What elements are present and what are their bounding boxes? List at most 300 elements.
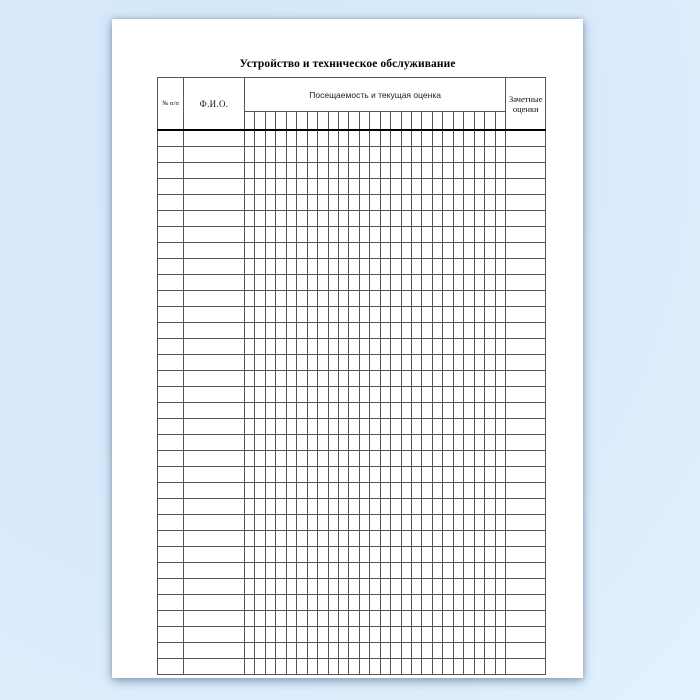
- row-number-cell: [158, 339, 184, 355]
- attendance-mark-cell: [443, 163, 453, 179]
- credit-grade-cell: [506, 403, 546, 419]
- attendance-mark-cell: [474, 339, 484, 355]
- student-name-cell: [184, 595, 245, 611]
- attendance-mark-cell: [443, 419, 453, 435]
- attendance-mark-cell: [359, 387, 369, 403]
- attendance-mark-cell: [485, 291, 495, 307]
- attendance-mark-cell: [474, 627, 484, 643]
- table-row: [158, 259, 546, 275]
- attendance-mark-cell: [318, 435, 328, 451]
- attendance-mark-cell: [380, 579, 390, 595]
- attendance-mark-cell: [328, 515, 338, 531]
- attendance-mark-cell: [349, 515, 359, 531]
- attendance-mark-cell: [276, 499, 286, 515]
- attendance-mark-cell: [318, 643, 328, 659]
- attendance-mark-cell: [391, 227, 401, 243]
- attendance-mark-cell: [422, 579, 432, 595]
- credit-grade-cell: [506, 451, 546, 467]
- attendance-mark-cell: [307, 275, 317, 291]
- attendance-mark-cell: [443, 499, 453, 515]
- attendance-mark-cell: [412, 163, 422, 179]
- table-row: [158, 531, 546, 547]
- attendance-mark-cell: [412, 435, 422, 451]
- table-row: [158, 387, 546, 403]
- row-number-cell: [158, 435, 184, 451]
- attendance-mark-cell: [495, 147, 506, 163]
- attendance-mark-cell: [495, 275, 506, 291]
- row-number-cell: [158, 499, 184, 515]
- attendance-mark-cell: [265, 243, 275, 259]
- attendance-mark-cell: [245, 147, 255, 163]
- attendance-mark-cell: [297, 547, 307, 563]
- attendance-mark-cell: [297, 531, 307, 547]
- attendance-mark-cell: [328, 323, 338, 339]
- credit-grade-cell: [506, 339, 546, 355]
- attendance-mark-cell: [453, 195, 463, 211]
- attendance-mark-cell: [307, 195, 317, 211]
- attendance-mark-cell: [443, 355, 453, 371]
- attendance-mark-cell: [359, 211, 369, 227]
- attendance-mark-cell: [474, 595, 484, 611]
- attendance-subheader-cell: [453, 112, 463, 131]
- attendance-mark-cell: [265, 547, 275, 563]
- attendance-mark-cell: [276, 163, 286, 179]
- attendance-mark-cell: [495, 403, 506, 419]
- attendance-mark-cell: [485, 563, 495, 579]
- attendance-mark-cell: [245, 179, 255, 195]
- attendance-mark-cell: [328, 627, 338, 643]
- credit-grade-cell: [506, 307, 546, 323]
- attendance-mark-cell: [432, 659, 442, 675]
- attendance-mark-cell: [401, 643, 411, 659]
- attendance-mark-cell: [265, 643, 275, 659]
- attendance-mark-cell: [422, 259, 432, 275]
- attendance-mark-cell: [286, 563, 296, 579]
- attendance-mark-cell: [349, 339, 359, 355]
- attendance-mark-cell: [359, 371, 369, 387]
- student-name-cell: [184, 179, 245, 195]
- header-row-main: [158, 78, 546, 112]
- attendance-mark-cell: [443, 611, 453, 627]
- attendance-mark-cell: [297, 275, 307, 291]
- attendance-mark-cell: [265, 435, 275, 451]
- attendance-mark-cell: [307, 227, 317, 243]
- attendance-mark-cell: [307, 659, 317, 675]
- attendance-subheader-cell: [432, 112, 442, 131]
- attendance-mark-cell: [359, 259, 369, 275]
- attendance-mark-cell: [412, 323, 422, 339]
- attendance-mark-cell: [245, 403, 255, 419]
- attendance-mark-cell: [464, 563, 474, 579]
- attendance-mark-cell: [370, 419, 380, 435]
- attendance-mark-cell: [297, 579, 307, 595]
- attendance-mark-cell: [485, 531, 495, 547]
- row-number-cell: [158, 483, 184, 499]
- attendance-mark-cell: [391, 627, 401, 643]
- attendance-mark-cell: [495, 227, 506, 243]
- attendance-mark-cell: [265, 227, 275, 243]
- attendance-mark-cell: [328, 451, 338, 467]
- attendance-mark-cell: [401, 339, 411, 355]
- attendance-mark-cell: [412, 307, 422, 323]
- attendance-mark-cell: [338, 659, 348, 675]
- student-name-cell: [184, 435, 245, 451]
- attendance-mark-cell: [359, 563, 369, 579]
- attendance-mark-cell: [380, 467, 390, 483]
- student-name-cell: [184, 547, 245, 563]
- attendance-mark-cell: [422, 419, 432, 435]
- attendance-mark-cell: [380, 403, 390, 419]
- attendance-mark-cell: [370, 547, 380, 563]
- attendance-mark-cell: [265, 323, 275, 339]
- row-number-cell: [158, 595, 184, 611]
- attendance-mark-cell: [443, 643, 453, 659]
- attendance-mark-cell: [307, 563, 317, 579]
- attendance-mark-cell: [370, 467, 380, 483]
- attendance-mark-cell: [318, 563, 328, 579]
- attendance-mark-cell: [453, 179, 463, 195]
- attendance-mark-cell: [464, 435, 474, 451]
- attendance-mark-cell: [432, 515, 442, 531]
- attendance-mark-cell: [265, 307, 275, 323]
- attendance-mark-cell: [495, 387, 506, 403]
- row-number-cell: [158, 451, 184, 467]
- attendance-mark-cell: [422, 243, 432, 259]
- attendance-mark-cell: [495, 130, 506, 147]
- attendance-mark-cell: [443, 179, 453, 195]
- attendance-mark-cell: [265, 611, 275, 627]
- attendance-mark-cell: [359, 227, 369, 243]
- attendance-mark-cell: [485, 371, 495, 387]
- attendance-mark-cell: [443, 547, 453, 563]
- attendance-mark-cell: [401, 227, 411, 243]
- attendance-mark-cell: [432, 451, 442, 467]
- attendance-mark-cell: [495, 579, 506, 595]
- journal-table-body: [158, 130, 546, 675]
- attendance-subheader-cell: [265, 112, 275, 131]
- attendance-mark-cell: [443, 259, 453, 275]
- attendance-mark-cell: [359, 323, 369, 339]
- attendance-mark-cell: [370, 355, 380, 371]
- attendance-mark-cell: [276, 147, 286, 163]
- attendance-mark-cell: [380, 211, 390, 227]
- attendance-mark-cell: [432, 595, 442, 611]
- student-name-cell: [184, 163, 245, 179]
- attendance-mark-cell: [265, 579, 275, 595]
- attendance-mark-cell: [412, 611, 422, 627]
- attendance-mark-cell: [286, 307, 296, 323]
- attendance-mark-cell: [485, 259, 495, 275]
- student-name-cell: [184, 627, 245, 643]
- attendance-mark-cell: [328, 259, 338, 275]
- attendance-subheader-cell: [401, 112, 411, 131]
- row-number-cell: [158, 611, 184, 627]
- credit-grade-cell: [506, 387, 546, 403]
- attendance-mark-cell: [370, 499, 380, 515]
- row-number-cell: [158, 227, 184, 243]
- attendance-mark-cell: [359, 643, 369, 659]
- attendance-mark-cell: [276, 611, 286, 627]
- row-number-cell: [158, 323, 184, 339]
- attendance-mark-cell: [359, 579, 369, 595]
- credit-grade-cell: [506, 355, 546, 371]
- row-number-cell: [158, 515, 184, 531]
- attendance-mark-cell: [380, 387, 390, 403]
- table-row: [158, 339, 546, 355]
- attendance-mark-cell: [328, 291, 338, 307]
- attendance-mark-cell: [276, 659, 286, 675]
- attendance-mark-cell: [422, 387, 432, 403]
- attendance-mark-cell: [349, 579, 359, 595]
- attendance-mark-cell: [245, 275, 255, 291]
- attendance-mark-cell: [401, 595, 411, 611]
- attendance-mark-cell: [391, 435, 401, 451]
- attendance-mark-cell: [380, 659, 390, 675]
- attendance-mark-cell: [297, 147, 307, 163]
- attendance-mark-cell: [485, 307, 495, 323]
- attendance-mark-cell: [422, 595, 432, 611]
- attendance-mark-cell: [307, 451, 317, 467]
- attendance-mark-cell: [265, 451, 275, 467]
- attendance-mark-cell: [265, 403, 275, 419]
- attendance-mark-cell: [245, 515, 255, 531]
- attendance-mark-cell: [453, 243, 463, 259]
- attendance-mark-cell: [380, 130, 390, 147]
- attendance-mark-cell: [370, 659, 380, 675]
- attendance-mark-cell: [276, 195, 286, 211]
- attendance-mark-cell: [401, 243, 411, 259]
- credit-grade-cell: [506, 627, 546, 643]
- row-number-cell: [158, 547, 184, 563]
- attendance-mark-cell: [453, 147, 463, 163]
- attendance-mark-cell: [495, 563, 506, 579]
- col-header-attendance: Посещаемость и текущая оценка: [245, 78, 506, 112]
- attendance-mark-cell: [318, 163, 328, 179]
- attendance-mark-cell: [443, 323, 453, 339]
- attendance-mark-cell: [318, 387, 328, 403]
- attendance-mark-cell: [328, 531, 338, 547]
- attendance-mark-cell: [401, 211, 411, 227]
- attendance-mark-cell: [495, 163, 506, 179]
- credit-grade-cell: [506, 227, 546, 243]
- student-name-cell: [184, 515, 245, 531]
- table-row: [158, 579, 546, 595]
- attendance-mark-cell: [412, 275, 422, 291]
- attendance-mark-cell: [474, 195, 484, 211]
- attendance-mark-cell: [443, 243, 453, 259]
- attendance-mark-cell: [297, 195, 307, 211]
- table-row: [158, 227, 546, 243]
- attendance-mark-cell: [297, 563, 307, 579]
- attendance-mark-cell: [412, 147, 422, 163]
- attendance-mark-cell: [453, 130, 463, 147]
- attendance-mark-cell: [245, 531, 255, 547]
- attendance-subheader-cell: [245, 112, 255, 131]
- attendance-mark-cell: [495, 195, 506, 211]
- attendance-mark-cell: [464, 195, 474, 211]
- row-number-cell: [158, 371, 184, 387]
- attendance-mark-cell: [359, 291, 369, 307]
- attendance-mark-cell: [432, 227, 442, 243]
- attendance-mark-cell: [297, 451, 307, 467]
- attendance-mark-cell: [422, 403, 432, 419]
- attendance-mark-cell: [474, 531, 484, 547]
- attendance-mark-cell: [464, 611, 474, 627]
- attendance-mark-cell: [391, 243, 401, 259]
- attendance-mark-cell: [276, 371, 286, 387]
- attendance-mark-cell: [432, 611, 442, 627]
- attendance-mark-cell: [255, 227, 265, 243]
- attendance-mark-cell: [338, 531, 348, 547]
- attendance-mark-cell: [432, 387, 442, 403]
- attendance-mark-cell: [495, 659, 506, 675]
- attendance-mark-cell: [401, 627, 411, 643]
- attendance-mark-cell: [265, 531, 275, 547]
- attendance-mark-cell: [422, 195, 432, 211]
- student-name-cell: [184, 195, 245, 211]
- table-row: [158, 323, 546, 339]
- attendance-mark-cell: [359, 419, 369, 435]
- attendance-mark-cell: [359, 179, 369, 195]
- attendance-subheader-cell: [349, 112, 359, 131]
- attendance-mark-cell: [245, 371, 255, 387]
- attendance-mark-cell: [474, 163, 484, 179]
- attendance-mark-cell: [453, 259, 463, 275]
- attendance-mark-cell: [276, 563, 286, 579]
- student-name-cell: [184, 419, 245, 435]
- attendance-mark-cell: [370, 259, 380, 275]
- attendance-mark-cell: [307, 419, 317, 435]
- attendance-mark-cell: [380, 371, 390, 387]
- attendance-mark-cell: [276, 211, 286, 227]
- attendance-mark-cell: [432, 211, 442, 227]
- attendance-mark-cell: [359, 451, 369, 467]
- attendance-mark-cell: [359, 499, 369, 515]
- attendance-mark-cell: [412, 130, 422, 147]
- attendance-subheader-cell: [307, 112, 317, 131]
- attendance-mark-cell: [318, 130, 328, 147]
- attendance-mark-cell: [328, 307, 338, 323]
- attendance-mark-cell: [338, 323, 348, 339]
- attendance-mark-cell: [422, 227, 432, 243]
- attendance-mark-cell: [412, 195, 422, 211]
- credit-grade-cell: [506, 195, 546, 211]
- attendance-mark-cell: [328, 547, 338, 563]
- attendance-mark-cell: [485, 179, 495, 195]
- attendance-mark-cell: [370, 323, 380, 339]
- attendance-mark-cell: [349, 483, 359, 499]
- attendance-mark-cell: [307, 611, 317, 627]
- attendance-mark-cell: [370, 483, 380, 499]
- attendance-mark-cell: [359, 195, 369, 211]
- attendance-mark-cell: [328, 179, 338, 195]
- attendance-mark-cell: [391, 307, 401, 323]
- attendance-mark-cell: [464, 259, 474, 275]
- attendance-mark-cell: [370, 147, 380, 163]
- attendance-mark-cell: [307, 243, 317, 259]
- attendance-mark-cell: [328, 195, 338, 211]
- attendance-mark-cell: [255, 451, 265, 467]
- student-name-cell: [184, 211, 245, 227]
- attendance-mark-cell: [349, 130, 359, 147]
- attendance-mark-cell: [391, 195, 401, 211]
- attendance-mark-cell: [412, 403, 422, 419]
- attendance-mark-cell: [380, 339, 390, 355]
- student-name-cell: [184, 307, 245, 323]
- attendance-mark-cell: [338, 595, 348, 611]
- attendance-mark-cell: [422, 515, 432, 531]
- attendance-mark-cell: [349, 643, 359, 659]
- attendance-mark-cell: [474, 387, 484, 403]
- attendance-mark-cell: [391, 595, 401, 611]
- attendance-mark-cell: [380, 547, 390, 563]
- attendance-mark-cell: [349, 611, 359, 627]
- credit-grade-cell: [506, 515, 546, 531]
- attendance-mark-cell: [412, 547, 422, 563]
- attendance-mark-cell: [422, 531, 432, 547]
- student-name-cell: [184, 130, 245, 147]
- attendance-mark-cell: [443, 307, 453, 323]
- attendance-mark-cell: [307, 323, 317, 339]
- attendance-mark-cell: [453, 627, 463, 643]
- attendance-mark-cell: [474, 243, 484, 259]
- attendance-mark-cell: [422, 467, 432, 483]
- attendance-mark-cell: [318, 179, 328, 195]
- attendance-mark-cell: [255, 499, 265, 515]
- attendance-mark-cell: [370, 435, 380, 451]
- attendance-mark-cell: [401, 195, 411, 211]
- attendance-mark-cell: [432, 579, 442, 595]
- attendance-mark-cell: [318, 515, 328, 531]
- attendance-mark-cell: [328, 595, 338, 611]
- attendance-mark-cell: [412, 387, 422, 403]
- attendance-mark-cell: [286, 387, 296, 403]
- attendance-mark-cell: [338, 179, 348, 195]
- attendance-mark-cell: [464, 387, 474, 403]
- attendance-mark-cell: [318, 531, 328, 547]
- attendance-mark-cell: [422, 163, 432, 179]
- attendance-mark-cell: [443, 451, 453, 467]
- attendance-mark-cell: [422, 499, 432, 515]
- attendance-mark-cell: [265, 211, 275, 227]
- attendance-mark-cell: [391, 355, 401, 371]
- attendance-mark-cell: [276, 531, 286, 547]
- attendance-mark-cell: [328, 339, 338, 355]
- attendance-mark-cell: [297, 483, 307, 499]
- attendance-mark-cell: [453, 291, 463, 307]
- attendance-mark-cell: [265, 163, 275, 179]
- student-name-cell: [184, 483, 245, 499]
- attendance-mark-cell: [349, 355, 359, 371]
- attendance-mark-cell: [443, 467, 453, 483]
- attendance-mark-cell: [474, 435, 484, 451]
- attendance-mark-cell: [318, 547, 328, 563]
- attendance-mark-cell: [276, 403, 286, 419]
- attendance-subheader-cell: [474, 112, 484, 131]
- attendance-mark-cell: [318, 195, 328, 211]
- attendance-mark-cell: [297, 643, 307, 659]
- attendance-mark-cell: [286, 243, 296, 259]
- attendance-mark-cell: [391, 323, 401, 339]
- attendance-mark-cell: [265, 371, 275, 387]
- attendance-mark-cell: [485, 227, 495, 243]
- student-name-cell: [184, 611, 245, 627]
- attendance-mark-cell: [370, 563, 380, 579]
- attendance-mark-cell: [286, 531, 296, 547]
- credit-grade-cell: [506, 130, 546, 147]
- attendance-mark-cell: [297, 307, 307, 323]
- attendance-mark-cell: [443, 659, 453, 675]
